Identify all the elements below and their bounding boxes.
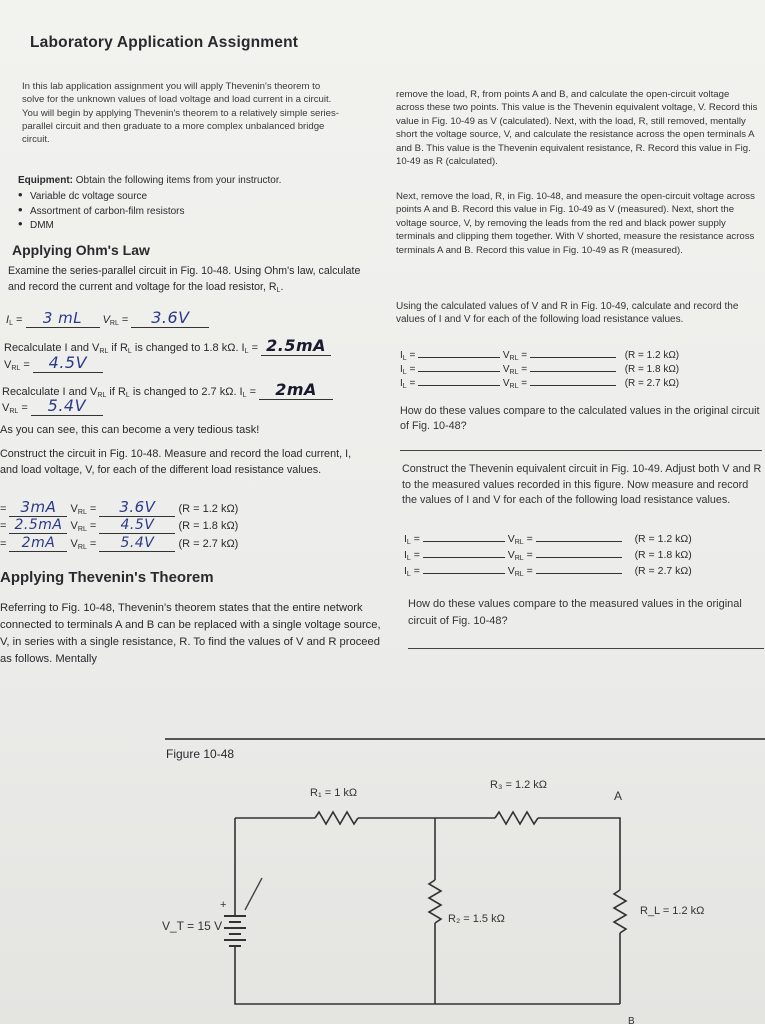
node-a: A bbox=[614, 789, 623, 803]
equipment-item: • DMM bbox=[18, 218, 185, 233]
meas-current-blank[interactable] bbox=[423, 557, 505, 558]
calc-current-blank[interactable] bbox=[418, 357, 500, 358]
calc-current-blank[interactable] bbox=[418, 385, 500, 386]
meas-load: (R = 2.7 kΩ) bbox=[634, 565, 692, 577]
recalc-1-text: Recalculate I and V bbox=[4, 342, 100, 354]
calc-voltage-blank[interactable] bbox=[530, 385, 616, 386]
meas-row: $I_L = V_{RL} = (R = 1.2$ kΩ) bbox=[404, 533, 692, 546]
heading-ohms-law: Applying Ohm's Law bbox=[12, 242, 150, 258]
equipment-item: • Variable dc voltage source bbox=[18, 189, 185, 204]
battery-vt bbox=[224, 916, 246, 946]
answer-line[interactable] bbox=[408, 648, 764, 649]
il-label: I bbox=[6, 314, 10, 326]
measured-current[interactable]: 3mA bbox=[9, 498, 67, 517]
figure-label: Figure 10-48 bbox=[166, 747, 235, 761]
il-answer[interactable]: 3 mL bbox=[26, 309, 100, 328]
recalc-2-line: Recalculate I and $V_{RL}$ if $R_L$ is changed to 2.7 kΩ. $I_L = 2mA$ bbox=[2, 380, 333, 400]
recalc-2-voltage-line: $V_{RL} = 5.4V$ bbox=[2, 396, 103, 416]
recalc-1-voltage-line: $V_{RL} = 4.5V$ bbox=[4, 353, 103, 373]
recalc-1-current[interactable]: 2.5mA bbox=[261, 336, 331, 356]
measured-row: = 2mA $V_{RL} = 5.4V$ (R = 2.7 kΩ) bbox=[0, 535, 239, 551]
label-vt: V_T = 15 V bbox=[162, 919, 223, 933]
measured-current[interactable]: 2mA bbox=[9, 535, 67, 552]
recalc-1-text-c: is changed to 1.8 kΩ. I bbox=[134, 342, 245, 354]
calc-voltage-blank[interactable] bbox=[530, 371, 616, 372]
recalc-2-current[interactable]: 2mA bbox=[259, 380, 333, 400]
meas-voltage-blank[interactable] bbox=[536, 557, 622, 558]
pen-mark bbox=[245, 878, 262, 910]
recalc-2-text-c: is changed to 2.7 kΩ. I bbox=[132, 386, 243, 398]
vrl-label: V bbox=[102, 314, 110, 326]
meas-row: $I_L = V_{RL} = (R = 1.8$ kΩ) bbox=[404, 549, 692, 562]
answer-line[interactable] bbox=[400, 450, 762, 451]
meas-load: (R = 1.2 kΩ) bbox=[634, 533, 692, 545]
ohms-law-paragraph: Examine the series-parallel circuit in Fig. 10-48. Using Ohm's law, calculate and record the current and voltage for the load resistor, $R_L$. bbox=[8, 265, 361, 294]
equipment-text: Obtain the following items from your instructor. bbox=[75, 175, 282, 186]
measured-load: (R = 1.2 kΩ) bbox=[178, 503, 239, 515]
tedious-note: As you can see, this can become a very tedious task! bbox=[0, 424, 260, 436]
battery-plus: + bbox=[220, 899, 227, 911]
load-answer-line: $I_L = 3$ mL $V_{RL} = 3.6V$ bbox=[6, 308, 209, 328]
label-r1: R₁ = 1 kΩ bbox=[310, 787, 358, 799]
calc-row: $I_L = V_{RL} = (R = 1.8$ kΩ) bbox=[400, 364, 680, 376]
measured-row: = 2.5mA $V_{RL} = 4.5V$ (R = 1.8 kΩ) bbox=[0, 517, 239, 533]
wire bbox=[538, 818, 620, 890]
equipment-label: Equipment: bbox=[18, 175, 73, 186]
circuit-diagram bbox=[150, 760, 750, 1024]
recalc-1-text-b: if R bbox=[111, 342, 128, 354]
label-r3: R₃ = 1.2 kΩ bbox=[490, 779, 548, 791]
measured-voltage[interactable]: 3.6V bbox=[99, 498, 175, 517]
ohms-law-text: Examine the series-parallel circuit in Fig. 10-48. Using Ohm's law, calculate and record the current and voltage for the load resistor, R bbox=[8, 265, 361, 293]
question-1: How do these values compare to the calculated values in the original circuit of Fig. 10-48? bbox=[400, 405, 760, 432]
resistor-r2 bbox=[429, 880, 441, 923]
recalc-1-voltage[interactable]: 4.5V bbox=[33, 353, 103, 373]
construct-paragraph: Construct the circuit in Fig. 10-48. Measure and record the load current, I, and load voltage, V, for each of the different load resistance values. bbox=[0, 448, 352, 476]
equipment-item: • Assortment of carbon-film resistors bbox=[18, 204, 185, 219]
meas-current-blank[interactable] bbox=[423, 541, 505, 542]
resistor-r3 bbox=[495, 812, 538, 824]
label-rl: R_L = 1.2 kΩ bbox=[640, 905, 705, 917]
calc-voltage-blank[interactable] bbox=[530, 357, 616, 358]
meas-current-blank[interactable] bbox=[423, 573, 505, 574]
recalc-2-text-b: if R bbox=[109, 386, 126, 398]
measured-load: (R = 1.8 kΩ) bbox=[178, 520, 239, 532]
resistor-rl bbox=[614, 890, 626, 933]
intro-paragraph: In this lab application assignment you will apply Thevenin's theorem to solve for the unknown values of load voltage and load current in a circuit. You will begin by applying Thevenin's theorem to a relatively simple series-parallel circuit and then graduate to a more complex unbalanced bridge circuit. bbox=[22, 81, 339, 146]
heading-thevenins-theorem: Applying Thevenin's Theorem bbox=[0, 569, 214, 586]
wire bbox=[235, 945, 620, 1004]
vrl-answer[interactable]: 3.6V bbox=[131, 308, 209, 328]
label-r2: R₂ = 1.5 kΩ bbox=[448, 913, 505, 925]
question-2: How do these values compare to the measured values in the original circuit of Fig. 10-48? bbox=[408, 598, 742, 627]
measured-voltage[interactable]: 4.5V bbox=[99, 517, 175, 534]
recalc-2-text: Recalculate I and V bbox=[2, 386, 98, 398]
equipment-heading bbox=[18, 175, 281, 186]
measured-current[interactable]: 2.5mA bbox=[9, 517, 67, 534]
calc-current-blank[interactable] bbox=[418, 371, 500, 372]
recalc-1-line: Recalculate I and $V_{RL}$ if $R_L$ is changed to 1.8 kΩ. $I_L = 2.5mA$ bbox=[4, 336, 331, 356]
meas-voltage-blank[interactable] bbox=[536, 541, 622, 542]
figure-rule bbox=[165, 738, 765, 740]
calc-load: (R = 1.2 kΩ) bbox=[624, 350, 680, 361]
measured-row: = 3mA $V_{RL} = 3.6V$ (R = 1.2 kΩ) bbox=[0, 498, 239, 516]
meas-load: (R = 1.8 kΩ) bbox=[634, 549, 692, 561]
equipment-list bbox=[18, 189, 185, 233]
thevenin-paragraph: Referring to Fig. 10-48, Thevenin's theorem states that the entire network connected to terminals A and B can be replaced with a single voltage source, V, in series with a single resistance, R. To find the values of V and R proceed as follows. Mentally bbox=[0, 602, 381, 665]
resistor-r1 bbox=[315, 812, 358, 824]
right-paragraph-2: Next, remove the load, R, in Fig. 10-48, and measure the open-circuit voltage across points A and B. Record this value in Fig. 10-49 as V (measured). Next, short the voltage source, V, by removing the leads from the red and black power supply terminals and clipping them together. With V shorted, measure the resistance across terminals A and B. Record this value in Fig. 10-49 as R (measured). bbox=[396, 191, 755, 256]
measured-load: (R = 2.7 kΩ) bbox=[178, 538, 239, 550]
recalc-2-voltage[interactable]: 5.4V bbox=[31, 396, 103, 416]
right-paragraph-1: remove the load, R, from points A and B, and calculate the open-circuit voltage across these two points. This value is the Thevenin equivalent voltage, V. Record this value in Fig. 10-49 as V (calculated). Next, with the load, R, still removed, mentally short the voltage source, V, and calculate the resistance across the open terminals A and B. This value is the Thevenin equivalent resistance, R. Record this value in Fig. 10-49 as R (calculated). bbox=[396, 89, 758, 168]
meas-voltage-blank[interactable] bbox=[536, 573, 622, 574]
calc-load: (R = 2.7 kΩ) bbox=[624, 378, 680, 389]
calc-row: $I_L = V_{RL} = (R = 2.7$ kΩ) bbox=[400, 378, 680, 390]
right-paragraph-4: Construct the Thevenin equivalent circuit in Fig. 10-49. Adjust both V and R to the measured values recorded in this figure. Now measure and record the values of I and V for each of the following load resistance values. bbox=[402, 463, 762, 506]
page-title: Laboratory Application Assignment bbox=[30, 34, 299, 51]
calc-load: (R = 1.8 kΩ) bbox=[624, 364, 680, 375]
meas-row: $I_L = V_{RL} = (R = 2.7$ kΩ) bbox=[404, 565, 692, 578]
node-b: B bbox=[628, 1016, 635, 1024]
measured-voltage[interactable]: 5.4V bbox=[99, 535, 175, 552]
right-paragraph-3: Using the calculated values of V and R in Fig. 10-49, calculate and record the values of I and V for each of the following load resistance values. bbox=[396, 301, 739, 326]
calc-row: $I_L = V_{RL} = (R = 1.2$ kΩ) bbox=[400, 350, 680, 362]
